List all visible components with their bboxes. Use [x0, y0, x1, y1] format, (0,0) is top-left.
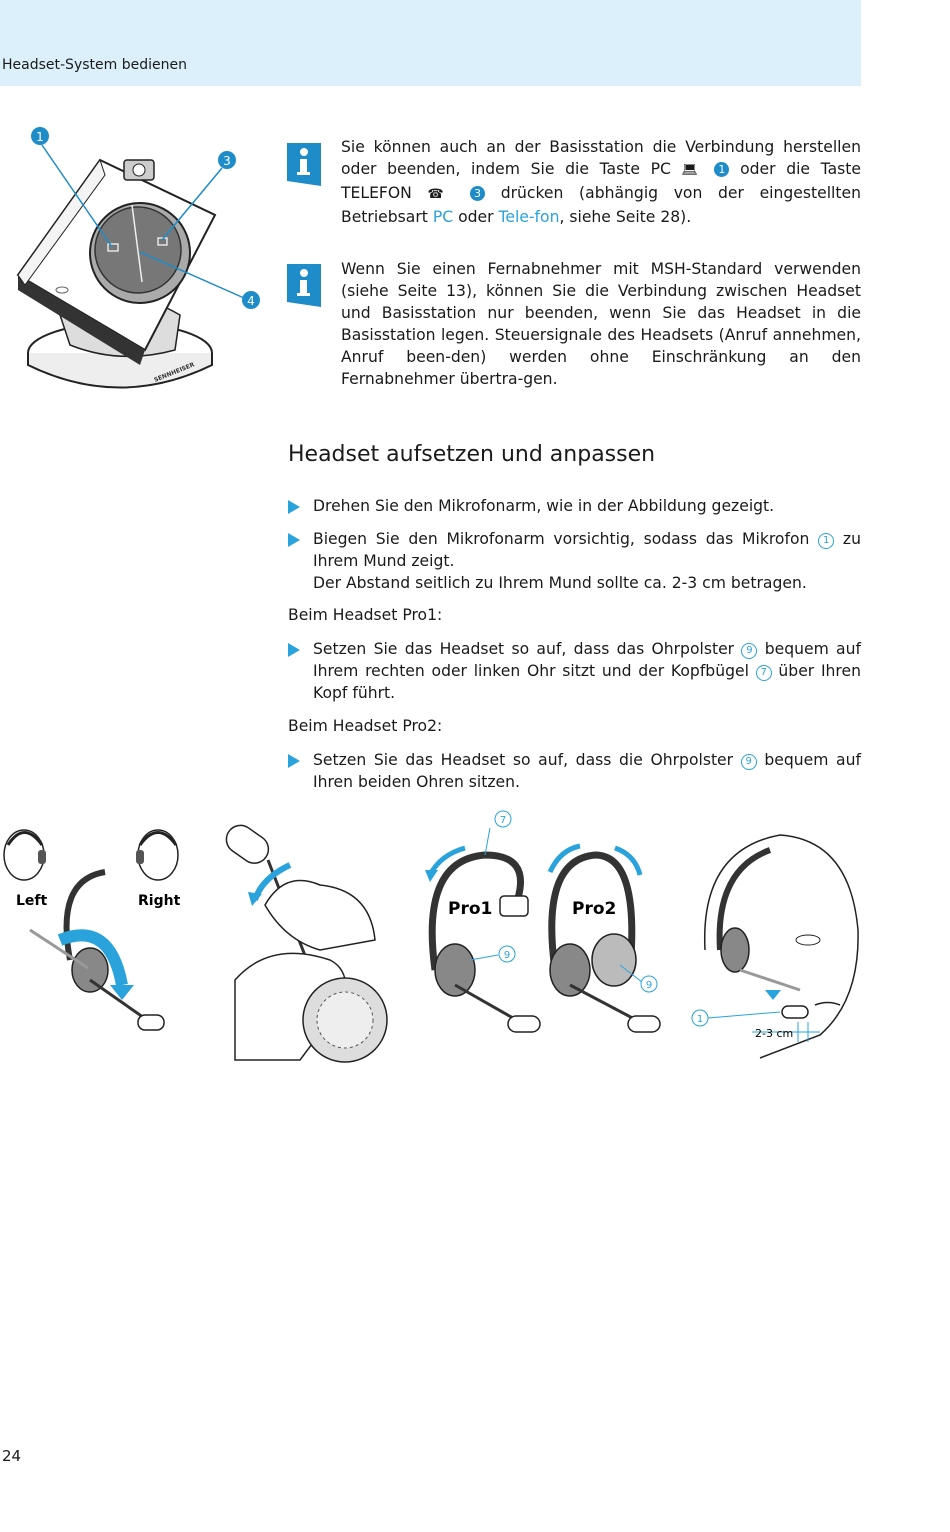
- svg-text:3: 3: [223, 154, 231, 168]
- pc-key-icon: 💻︎: [681, 163, 704, 178]
- label-pro2: Pro2: [572, 899, 617, 919]
- svg-text:4: 4: [247, 294, 255, 308]
- mode-telefon: Tele-fon: [498, 208, 560, 226]
- callout-9: 9: [741, 754, 757, 770]
- instruction-step: Setzen Sie das Headset so auf, dass die Ohrpolster 9 bequem auf Ihren beiden Ohren sitzen.: [288, 749, 861, 793]
- callout-3: 3: [470, 186, 485, 201]
- headset-fitting-illustration: [0, 800, 870, 1065]
- label-pro1: Pro1: [448, 899, 493, 919]
- callout-1: 1: [714, 162, 729, 177]
- label-right: Right: [138, 893, 181, 909]
- callout-7: 7: [756, 665, 772, 681]
- label-left: Left: [16, 893, 48, 909]
- head-left-icon: [4, 830, 46, 880]
- running-header: Headset-System bedienen: [2, 57, 187, 73]
- callout-1: 1: [696, 1014, 704, 1025]
- head-right-icon: [136, 830, 178, 880]
- mode-pc: PC: [432, 208, 454, 226]
- info-paragraph-1: Sie können auch an der Basisstation die Verbindung herstellen oder beenden, indem Sie die Taste PC 💻︎ 1 oder die Taste TELEFON ☎︎ 3 drücken (abhängig von der eingestellten Betriebsart PC oder Tele-fon, siehe Seite 28).: [341, 138, 862, 226]
- page-number: 24: [2, 1447, 22, 1465]
- callout-9: 9: [741, 643, 757, 659]
- bullet-arrow-icon: [288, 533, 300, 547]
- instruction-step: Biegen Sie den Mikrofonarm vorsichtig, sodass das Mikrofon 1 zu Ihrem Mund zeigt. Der Abstand seitlich zu Ihrem Mund sollte ca. 2-3 cm betragen.: [288, 528, 861, 594]
- pro1-label: Beim Headset Pro1:: [288, 606, 443, 624]
- info-icon: [287, 264, 321, 307]
- info-icon: [287, 143, 321, 186]
- section-heading: Headset aufsetzen und anpassen: [288, 442, 656, 467]
- callout-7: 7: [499, 815, 507, 826]
- bullet-arrow-icon: [288, 500, 300, 514]
- phone-key-icon: ☎︎: [427, 187, 455, 202]
- callout-9: 9: [645, 980, 653, 991]
- distance-label: 2-3 cm: [755, 1027, 794, 1040]
- callout-9: 9: [503, 950, 511, 961]
- brand-text: SENNHEISER: [153, 361, 196, 384]
- callout-1: 1: [818, 533, 834, 549]
- header-band: [0, 0, 861, 86]
- pro2-label: Beim Headset Pro2:: [288, 717, 443, 735]
- info-paragraph-2: Wenn Sie einen Fernabnehmer mit MSH-Standard verwenden (siehe Seite 13), können Sie die Verbindung zwischen Headset und Basisstation nur beenden, wenn Sie das Headset in die Basisstation legen. Steuersignale des Headsets (Anruf annehmen, Anruf been-den) werden ohne Einschränkung an den Fernabnehmer übertra-gen.: [341, 260, 861, 388]
- instruction-step: Setzen Sie das Headset so auf, dass das Ohrpolster 9 bequem auf Ihrem rechten oder linken Ohr sitzt und der Kopfbügel 7 über Ihren Kopf führt.: [288, 638, 861, 704]
- base-station-illustration: [0, 120, 275, 400]
- svg-text:1: 1: [36, 130, 44, 144]
- bullet-arrow-icon: [288, 643, 300, 657]
- bullet-arrow-icon: [288, 754, 300, 768]
- instruction-step: Drehen Sie den Mikrofonarm, wie in der Abbildung gezeigt.: [288, 495, 861, 517]
